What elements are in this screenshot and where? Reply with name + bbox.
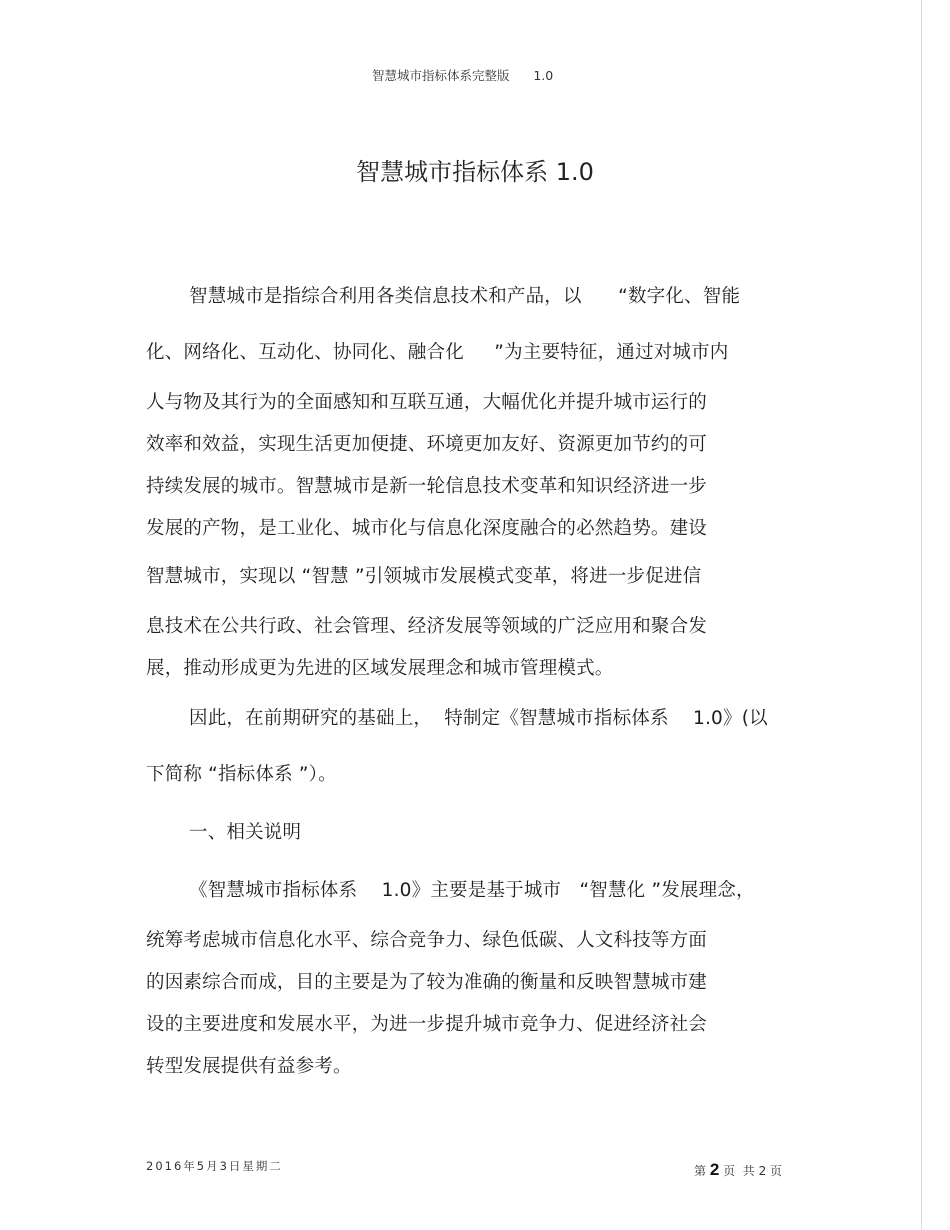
page-suffix: 页: [766, 1164, 783, 1178]
body-line-16: 设的主要进度和发展水平，为进一步提升城市竞争力、促进经济社会: [146, 1014, 708, 1035]
body-line-9: 展，推动形成更为先进的区域发展理念和城市管理模式。: [146, 658, 614, 679]
document-title: 智慧城市指标体系 1.0: [356, 158, 594, 186]
running-header: 智慧城市指标体系完整版 1.0: [372, 68, 554, 83]
body-line-4: 效率和效益，实现生活更加便捷、环境更加友好、资源更加节约的可: [146, 434, 708, 455]
body-line-1: 智慧城市是指综合利用各类信息技术和产品，以 “数字化、智能: [189, 286, 741, 307]
body-line-15: 的因素综合而成，目的主要是为了较为准确的衡量和反映智慧城市建: [146, 972, 708, 993]
section-heading: 一、相关说明: [189, 822, 302, 843]
body-line-2: 化、网络化、互动化、协同化、融合化 ”为主要特征，通过对城市内: [146, 342, 729, 363]
body-line-10: 因此，在前期研究的基础上， 特制定《智慧城市指标体系 1.0》(以: [189, 708, 768, 729]
body-line-14: 统筹考虑城市信息化水平、综合竞争力、绿色低碳、人文科技等方面: [146, 930, 708, 951]
body-line-8: 息技术在公共行政、社会管理、经济发展等领域的广泛应用和聚合发: [146, 616, 708, 637]
body-line-5: 持续发展的城市。智慧城市是新一轮信息技术变革和知识经济进一步: [146, 476, 708, 497]
page-middle: 页 共: [719, 1164, 759, 1178]
footer-page-number: [694, 1160, 782, 1180]
body-line-3: 人与物及其行为的全面感知和互联互通，大幅优化并提升城市运行的: [146, 392, 708, 413]
page-current: 2: [709, 1160, 720, 1179]
body-line-13: 《智慧城市指标体系 1.0》主要是基于城市 “智慧化 ”发展理念，: [189, 880, 755, 901]
page-prefix: 第: [694, 1164, 710, 1178]
body-line-6: 发展的产物，是工业化、城市化与信息化深度融合的必然趋势。建设: [146, 518, 708, 539]
page-total: 2: [758, 1164, 767, 1178]
footer-date: 2016年5月3日星期二: [146, 1159, 283, 1173]
body-line-11: 下简称 “指标体系 ”）。: [146, 764, 337, 785]
body-line-7: 智慧城市，实现以 “智慧 ”引领城市发展模式变革，将进一步促进信: [146, 566, 702, 587]
body-line-17: 转型发展提供有益参考。: [146, 1056, 352, 1077]
